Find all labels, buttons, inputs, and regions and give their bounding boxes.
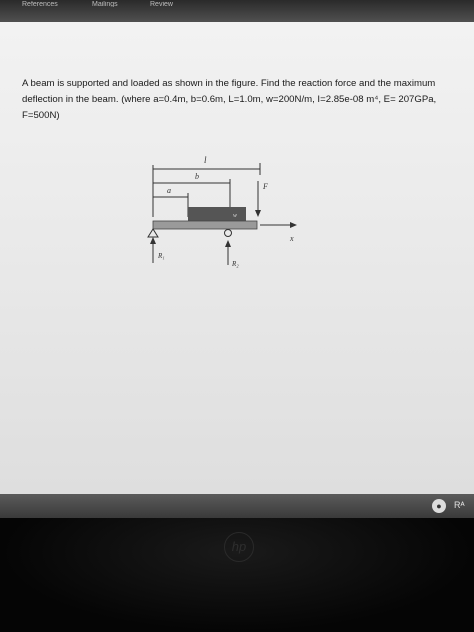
tab-review[interactable]: Review — [150, 1, 173, 7]
tab-mailings[interactable]: Mailings — [92, 1, 118, 7]
beam — [153, 221, 257, 229]
label-r2: R₂ — [232, 260, 239, 268]
reaction-r2-head — [225, 240, 231, 247]
question-text: A beam is supported and loaded as shown in the figure. Find the reaction force and the maximum deflection in the beam. (where a=0.4m, b=0.6m, L=1.0m, w=200N/m, I=2.85e-08 m⁴, E= 207GPa, F=500N) — [22, 78, 437, 121]
roller-support — [225, 230, 232, 237]
hp-logo-icon: hp — [224, 532, 254, 562]
label-x: x — [290, 234, 294, 243]
chrome-icon[interactable]: ● — [432, 499, 446, 513]
force-arrow-head — [255, 210, 261, 217]
label-f: F — [263, 182, 268, 191]
label-w: w — [233, 213, 238, 219]
label-a: a — [167, 186, 171, 195]
label-b: b — [195, 172, 199, 181]
tab-references[interactable]: References — [22, 1, 58, 7]
tray-label[interactable]: Rᴬ — [454, 500, 465, 510]
pin-support — [148, 229, 158, 237]
x-axis-arrow — [290, 222, 297, 228]
label-l: l — [204, 155, 207, 165]
reaction-r1-head — [150, 237, 156, 244]
label-r1: R₁ — [158, 252, 165, 260]
distributed-load — [188, 207, 246, 221]
taskbar — [0, 494, 474, 518]
beam-figure — [140, 133, 320, 273]
ribbon-strip — [0, 0, 474, 22]
